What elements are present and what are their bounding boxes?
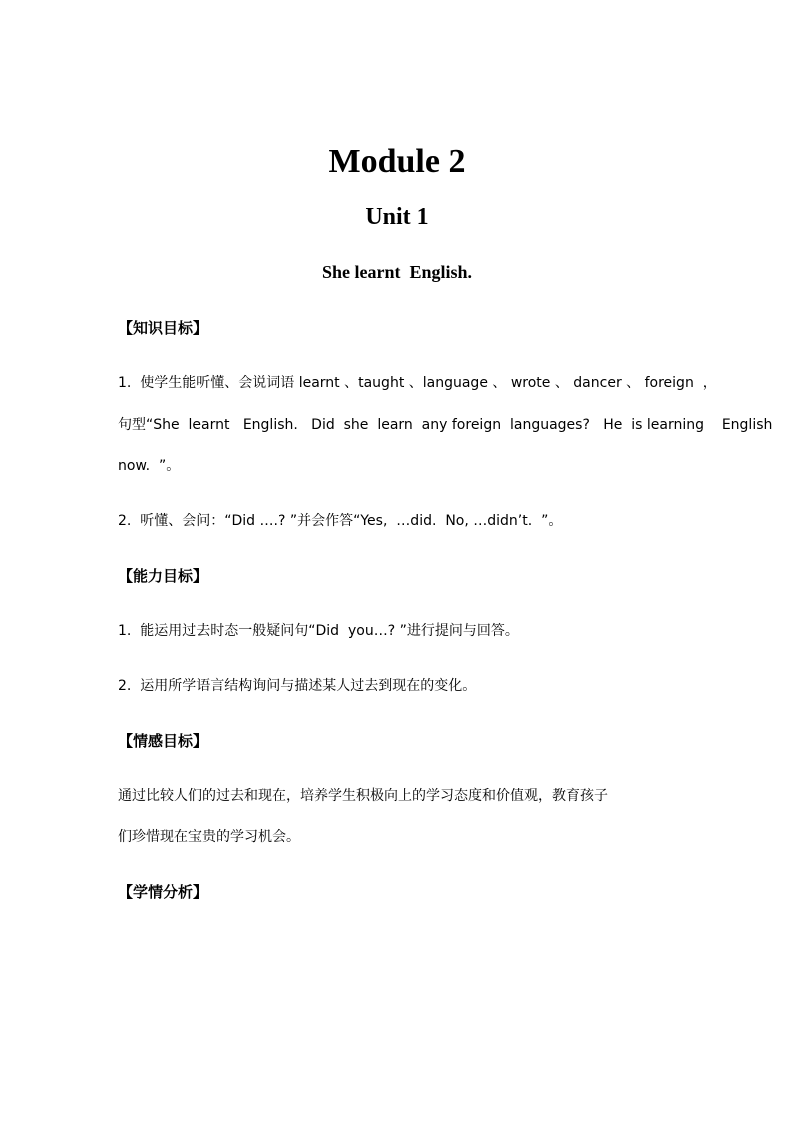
- ability-goals-heading: 【能力目标】: [118, 567, 209, 585]
- knowledge-item-2: 2. 听懂、会问：“Did ….? ”并会作答“Yes, …did. No, …didn’t. ”。: [118, 513, 563, 529]
- module-title: Module 2: [328, 143, 466, 180]
- emotion-goals-heading: 【情感目标】: [118, 732, 209, 750]
- emotion-text-line-1: 通过比较人们的过去和现在，培养学生积极向上的学习态度和价值观，教育孩子: [118, 788, 608, 804]
- unit-title: Unit 1: [365, 204, 429, 230]
- knowledge-item-1-line-2: 句型“She learnt English. Did she learn any foreign languages? He is learning English: [118, 417, 773, 433]
- knowledge-goals-heading: 【知识目标】: [118, 319, 209, 337]
- ability-item-2: 2. 运用所学语言结构询问与描述某人过去到现在的变化。: [118, 678, 477, 694]
- knowledge-item-1-line-3: now. ”。: [118, 458, 181, 474]
- ability-item-1: 1. 能运用过去时态一般疑问句“Did you…? ”进行提问与回答。: [118, 623, 519, 639]
- emotion-text-line-2: 们珍惜现在宝贵的学习机会。: [118, 829, 300, 845]
- learner-analysis-heading: 【学情分析】: [118, 883, 209, 901]
- knowledge-item-1-line-1: 1. 使学生能听懂、会说词语 learnt 、taught 、language 、 wrote 、 dancer 、 foreign ，: [118, 375, 717, 391]
- lesson-title: She learnt English.: [321, 262, 473, 282]
